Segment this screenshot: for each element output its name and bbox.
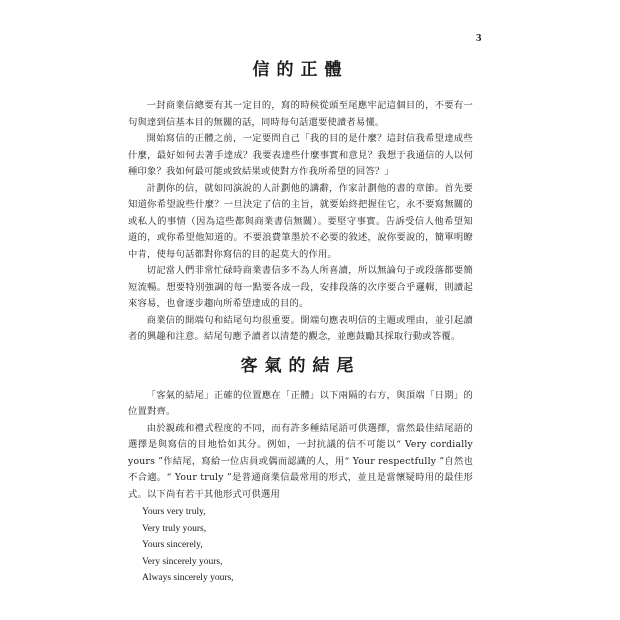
paragraph: 由於親疏和禮式程度的不同，而有許多種結尾語可供選擇，當然最佳結尾語的選擇是與寫信的目地恰如其分。例如，一封抗議的信不可能以“ Very cordially yours ”作結尾，寫給一位店員或偶而認識的人，用“ Your respectfully ”自然也不合適。“ Your truly ”是普通商業信最常用的形式，並且是當懷疑時用的最佳形式。以下尚有若干其他形式可供選用 xyxy=(128,422,473,500)
paragraph: 計劃你的信，就如同演說的人計劃他的講辭，作家計劃他的書的章節。首先要知道你希望說些什麼？一旦決定了信的主旨，就要始終把握住它，永不要寫無關的或私人的事情（因為這些都與商業書信無關）。要堅守事實。告訴受信人他希望知道的，或你希望他知道的。不要浪費筆墨於不必要的敘述，說你要說的，簡單明瞭中肯，使每句話都對你寫信的目的起莫大的作用。 xyxy=(128,182,473,260)
closing-example: Very truly yours, xyxy=(142,523,207,534)
closing-examples-list xyxy=(128,504,473,587)
section-title-closing: 客氣的結尾 xyxy=(240,355,361,376)
closing-example: Always sincerely yours, xyxy=(142,573,234,583)
closing-example: Very sincerely yours, xyxy=(142,556,223,567)
closing-example: Yours sincerely, xyxy=(142,540,203,550)
page-body xyxy=(128,58,473,587)
paragraph: 切記當人們非常忙碌時商業書信多不為人所喜讀，所以無論句子或段落都要簡短流暢。想要特別強調的每一點要各成一段，安排段落的次序要合乎邏輯，則讀起來容易，也會逐步趨向所希望達成的目的。 xyxy=(128,265,473,309)
section-title-body: 信的正體 xyxy=(252,60,349,80)
paragraph: 開始寫信的正體之前，一定要問自己「我的目的是什麼？這封信我希望達成些什麼，最好如何去著手達成？我要表達些什麼事實和意見？我想于我通信的人以何種印象？我如何最可能或致結果或使對方作我所希望的回答？」 xyxy=(128,133,473,177)
paragraph: 商業信的開端句和結尾句均很重要。開端句應表明信的主題或理由，並引起讀者的興趣和注意。結尾句應予讀者以清楚的觀念，並應鼓勵其採取行動或答覆。 xyxy=(128,314,473,342)
paragraph: 「客氣的結尾」正確的位置應在「正體」以下兩隔的右方，與頂端「日期」的位置對齊。 xyxy=(128,389,473,417)
paragraph: 一封商業信總要有其一定目的，寫的時候從頭至尾應牢記這個目的，不要有一句與達到信基本目的無關的話，同時每句話還要使讀者易懂。 xyxy=(128,100,473,128)
closing-example: Yours very truly, xyxy=(142,507,206,517)
page-number: 3 xyxy=(476,32,482,44)
